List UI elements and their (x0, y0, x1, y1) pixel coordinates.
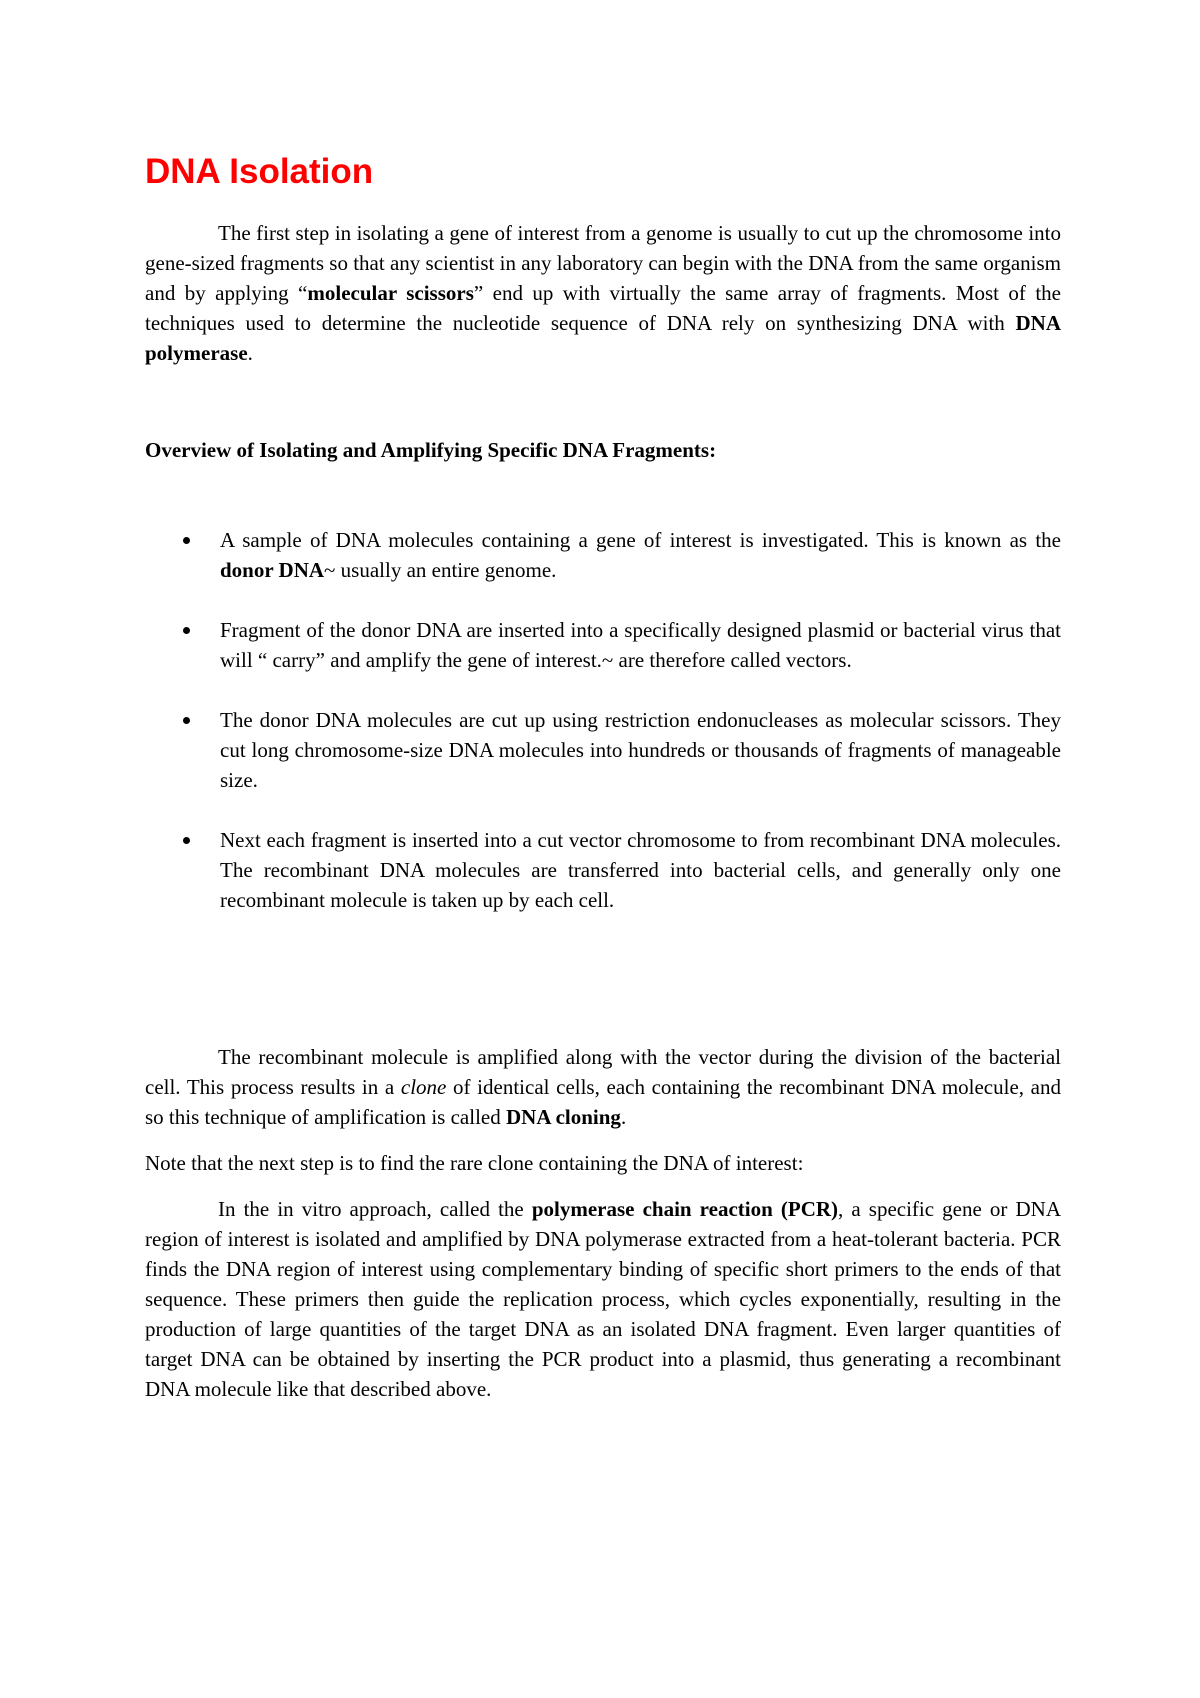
dna-cloning-term: DNA cloning (506, 1105, 621, 1129)
intro-text: The first step in isolating a gene of interest from a genome is usually to cut up the chromosome into gene-sized fragments so that any scientist in any laboratory can begin with the DNA from the same organism and by applying “ (145, 221, 1061, 305)
list-item-text: The donor DNA molecules are cut up using restriction endonucleases as molecular scissors. They cut long chromosome-size DNA molecules into hundreds or thousands of fragments of manageable size. (220, 708, 1061, 792)
clone-term: clone (400, 1075, 447, 1099)
list-item (145, 825, 1061, 915)
dna-polymerase-term: DNA polymerase (145, 311, 1061, 365)
pcr-text: , a specific gene or DNA region of interest is isolated and amplified by DNA polymerase extracted from a heat-tolerant bacteria. PCR finds the DNA region of interest using complementary binding of specific short primers to the ends of that sequence. These primers then guide the replication process, which cycles exponentially, resulting in the production of large quantities of the target DNA as an isolated DNA fragment. Even larger quantities of target DNA can be obtained by inserting the PCR product into a plasmid, thus generating a recombinant DNA molecule like that described above. (145, 1197, 1062, 1401)
list-item-text: A sample of DNA molecules containing a gene of interest is investigated. This is known as the (220, 528, 1061, 552)
intro-paragraph (145, 218, 1061, 368)
list-item (145, 525, 1061, 585)
molecular-scissors-term: molecular scissors (307, 281, 474, 305)
pcr-text: In the in vitro approach, called the (218, 1197, 532, 1221)
bullet-icon (183, 837, 190, 844)
overview-heading: Overview of Isolating and Amplifying Specific DNA Fragments: (145, 438, 717, 462)
cloning-text: . (620, 1105, 627, 1129)
intro-text: ” end up with virtually the same array of fragments. Most of the techniques used to determine the nucleotide sequence of DNA rely on synthesizing DNA with (145, 281, 1061, 335)
list-item (145, 615, 1061, 675)
list-item-text: Next each fragment is inserted into a cut vector chromosome to from recombinant DNA molecules. The recombinant DNA molecules are transferred into bacterial cells, and generally only one recombinant molecule is taken up by each cell. (220, 828, 1061, 912)
pcr-paragraph (145, 1194, 1061, 1404)
cloning-paragraph (145, 1042, 1061, 1132)
bullet-icon (183, 717, 190, 724)
pcr-term: polymerase chain reaction (PCR) (531, 1197, 839, 1221)
list-item-text: ~ usually an entire genome. (324, 558, 557, 582)
list-item (145, 705, 1061, 795)
document-title: DNA Isolation (145, 152, 374, 191)
note-paragraph: Note that the next step is to find the rare clone containing the DNA of interest: (145, 1151, 804, 1175)
bullet-icon (183, 627, 190, 634)
list-item-text: Fragment of the donor DNA are inserted into a specifically designed plasmid or bacterial virus that will “ carry” and amplify the gene of interest.~ are therefore called vectors. (220, 618, 1061, 672)
intro-text: . (247, 341, 253, 365)
bullet-icon (183, 537, 190, 544)
donor-dna-term: donor DNA (220, 558, 325, 582)
cloning-text: of identical cells, each containing the recombinant DNA molecule, and so this technique of amplification is called (145, 1075, 1062, 1129)
overview-list (145, 525, 1061, 945)
cloning-text: The recombinant molecule is amplified along with the vector during the division of the bacterial cell. This process results in a (145, 1045, 1061, 1099)
